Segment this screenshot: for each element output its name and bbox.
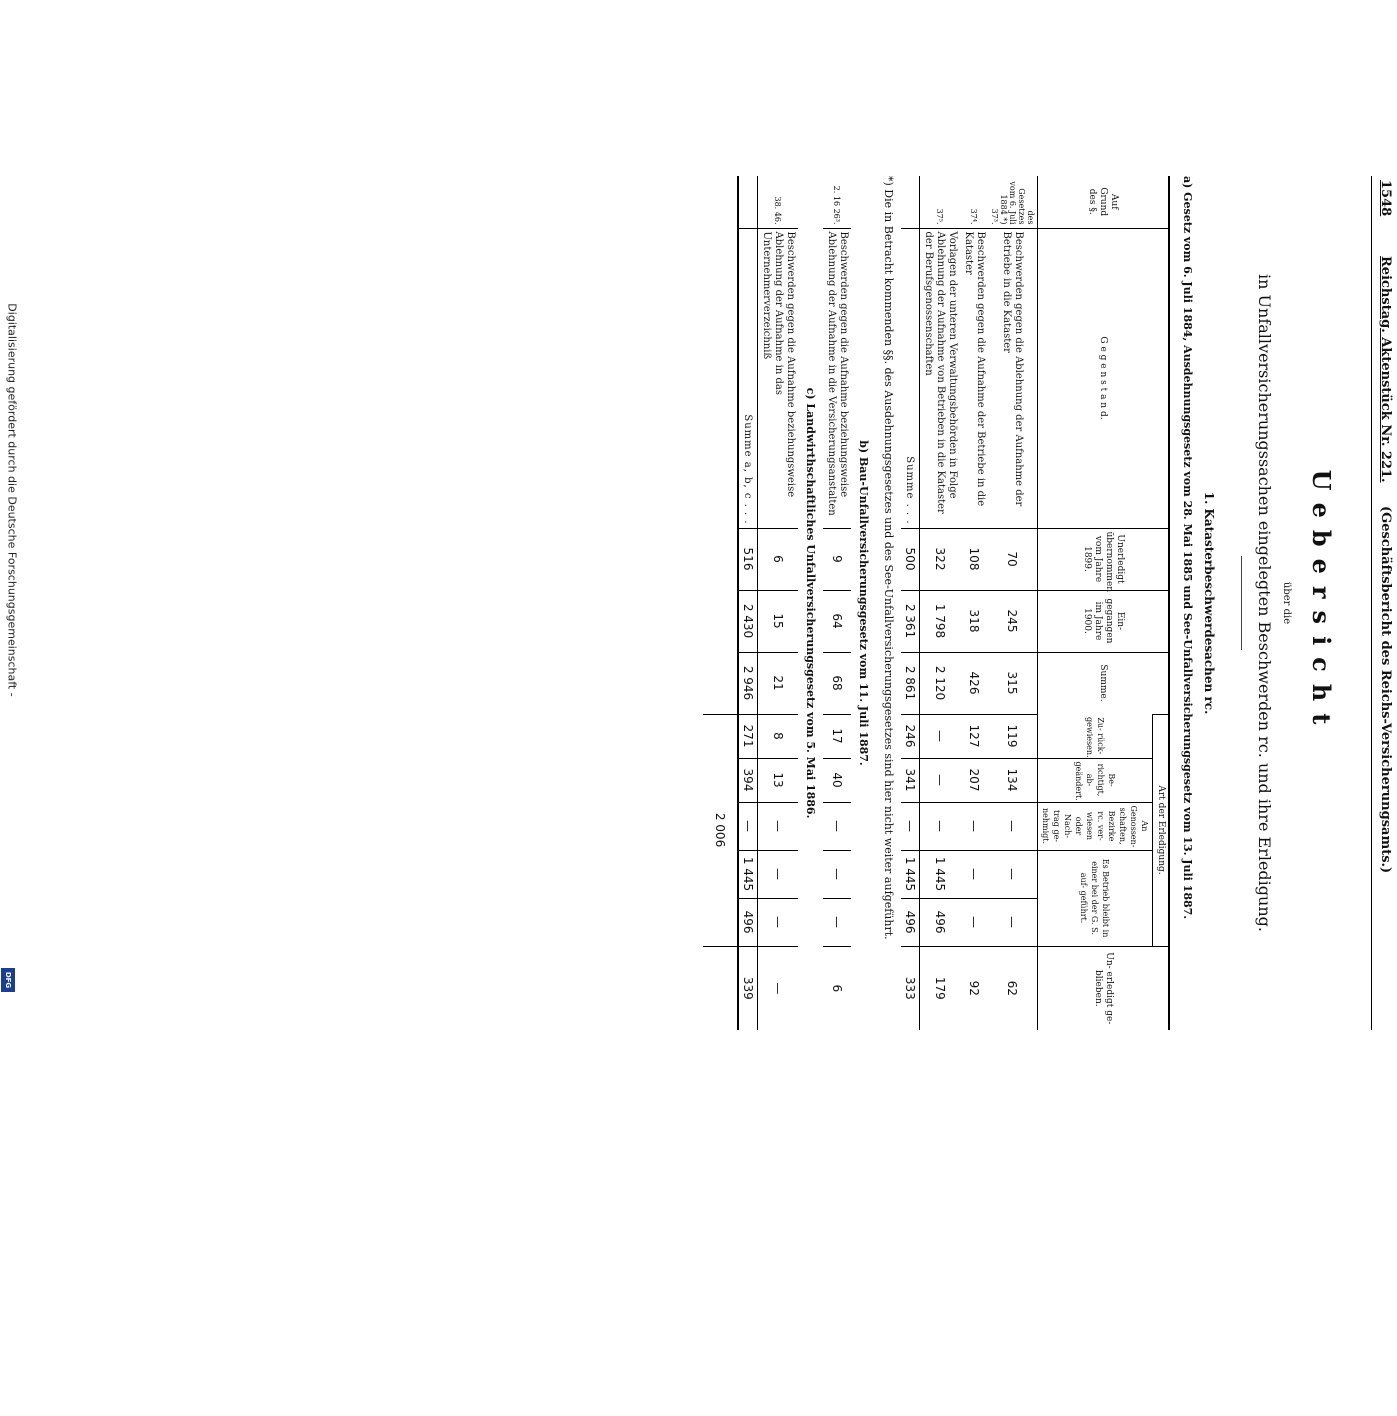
divider: [1241, 556, 1242, 650]
grand-sum-row: Summe a, b, c . . . 516 2 430 2 946 271 394 — 1 445 496 339: [738, 176, 758, 1030]
col-header-paragraph: Auf Grund des §.: [1038, 176, 1170, 228]
col-header-remaining: Un- erledigt ge- blieben.: [1038, 946, 1170, 1030]
table-row: des Gesetzes vom 6. Juli 1884 *) 37³. Beschwerden gegen die Ablehnung der Aufnahme der Betriebe in die Kataster 70 245 315 119 134 — — — 62: [988, 176, 1038, 1030]
col-header-manner: Art der Erledigung.: [1153, 714, 1170, 946]
subheader-settled: Zu- rück- gewiesen.: [1038, 714, 1153, 758]
digitization-note-text: Digitalisierung gefördert durch die Deutsche Forschungsgemeinschaft -: [5, 303, 19, 697]
digitization-note: [4, 0, 20, 1000]
sum-row-a: Summe . . . 500 2 361 2 861 246 341 — 1 445 496 333: [901, 176, 920, 1030]
page-title: Uebersicht: [1307, 469, 1336, 737]
running-header: [1371, 176, 1397, 1030]
complaints-table: [703, 176, 1170, 1030]
law-note: des Gesetzes vom 6. Juli 1884 *) 37³.: [990, 181, 1035, 225]
subheader-withdrawn: Be- richtigt, ab- geändert.: [1038, 758, 1153, 802]
section-heading-a: a) Gesetz vom 6. Juli 1884, Ausdehnungsgesetz vom 28. Mai 1885 und See-Unfallversicherungsgesetz vom 13. Juli 1887.: [1181, 176, 1194, 920]
col-header-total: Summe.: [1038, 652, 1170, 714]
section-heading-b: b) Bau-Unfallversicherungsgesetz vom 11. Juli 1887.: [857, 440, 870, 766]
col-header-received: Ein- gegangen im Jahre 1900.: [1038, 590, 1170, 652]
col-header-carried: Unerledigt übernommen vom Jahre 1899.: [1038, 528, 1170, 590]
col-header-subject: G e g e n s t a n d.: [1038, 228, 1170, 528]
header-center: Reichstag. Aktenstück Nr. 221.: [1378, 256, 1394, 483]
table-row: 37⁴. Beschwerden gegen die Aufnahme der Betriebe in die Kataster 108 318 426 127 207 — — — 92: [960, 176, 988, 1030]
table-row: 2. 16 26³. Beschwerden gegen die Aufnahme beziehungsweise Ablehnung der Aufnahme in die Versicherungsanstalten 9 64 68 17 40 — — — 6: [823, 176, 851, 1030]
subheader-operation: Es Betrieb bleibt in einer bei der G. S. auf- geführt.: [1038, 850, 1153, 946]
merged-total: 2 006: [703, 714, 738, 946]
merged-total-row: [703, 176, 738, 1030]
page-subtitle: in Unfallversicherungssachen eingelegten Beschwerden rc. und ihre Erledigung.: [1255, 274, 1274, 932]
page-number: 1548: [1378, 180, 1394, 217]
footnote: *) Die in Betracht kommenden §§. des Ausdehnungsgesetzes und des See-Unfallversicherungsgesetzes sind hier nicht weiter aufgeführt.: [882, 176, 895, 940]
table-row: 37⁵. Vorlagen der unteren Verwaltungsbehörden in Folge Ablehnung der Aufnahme von Betrieben in die Kataster der Berufsgenossenschaften 322 1 798 2 120 — — — 1 445 496 179: [920, 176, 961, 1030]
rotated-document: [546, 176, 1397, 1416]
table-row: 38. 46. Beschwerden gegen die Aufnahme beziehungsweise Ablehnung der Aufnahme in das Unternehmerverzeichniß 6 15 21 8 13 — — — —: [758, 176, 799, 1030]
section-heading-1: 1. Katasterbeschwerdesachen rc.: [1202, 491, 1216, 715]
header-right: (Geschäftsbericht des Reichs-Versicherungsamts.): [1378, 506, 1394, 874]
subheader-decision: An Genossen- schaften, Bezirke rc. ver- wiesen oder Nach- trag ge- nehmigt.: [1038, 802, 1153, 850]
title-connector: über die: [1281, 581, 1292, 625]
section-heading-c: c) Landwirthschaftliches Unfallversicherungsgesetz vom 5. Mai 1886.: [804, 387, 817, 819]
dfg-logo: DFG: [1, 968, 15, 992]
